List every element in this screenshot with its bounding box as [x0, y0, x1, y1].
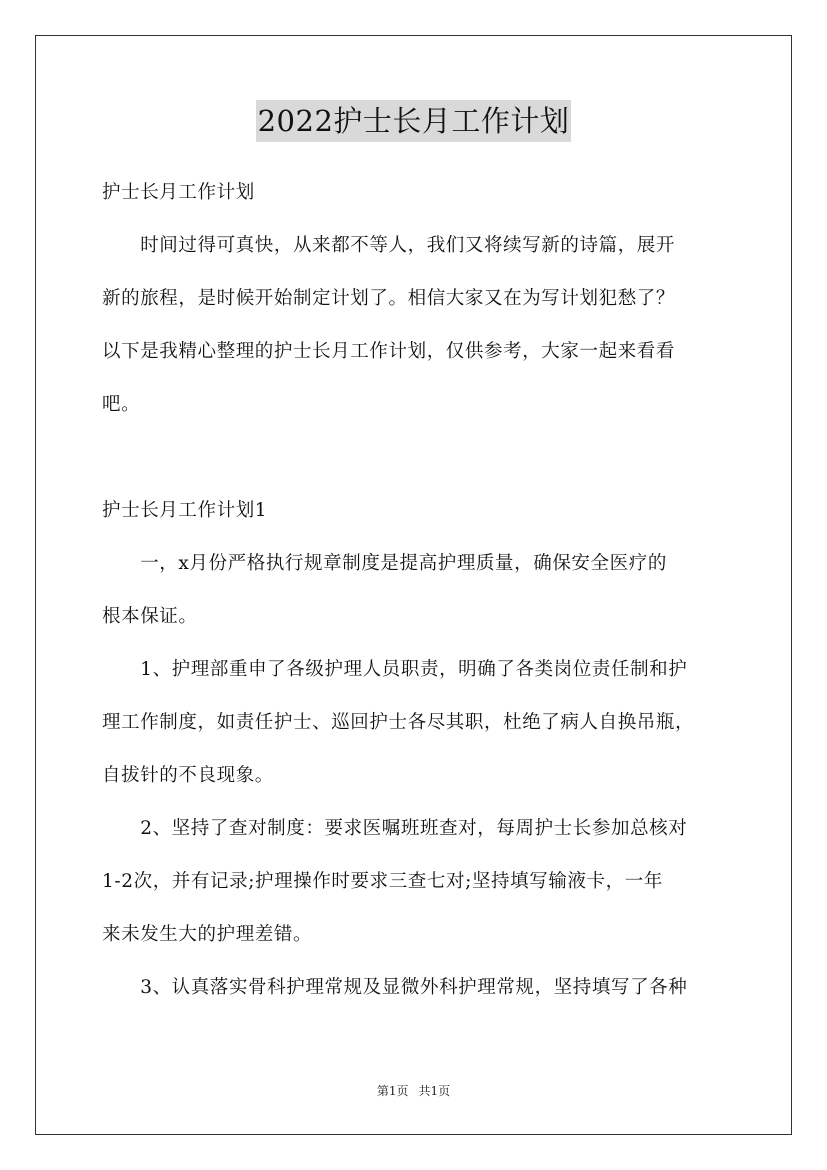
text-line: 护士长月工作计划: [102, 182, 255, 203]
blank-line: [102, 437, 728, 490]
text-line: 来未发生大的护理差错。: [102, 924, 313, 945]
text-line: 吧。: [102, 394, 141, 415]
text-line: 自拔针的不良现象。: [102, 765, 274, 786]
text-line: 以下是我精心整理的护士长月工作计划，仅供参考，大家一起来看看: [102, 341, 676, 362]
text-line: 根本保证。: [102, 606, 198, 627]
page-total: 共1页: [418, 1084, 451, 1098]
page-number: 第1页: [376, 1084, 409, 1098]
text-line: 1-2次，并有记录;护理操作时要求三查七对;坚持填写输液卡，一年: [102, 871, 663, 892]
text-line: 理工作制度，如责任护士、巡回护士各尽其职，杜绝了病人自换吊瓶，: [102, 712, 695, 733]
text-line: 1、护理部重申了各级护理人员职责，明确了各类岗位责任制和护: [102, 659, 688, 680]
text-line: 时间过得可真快，从来都不等人，我们又将续写新的诗篇，展开: [102, 235, 676, 256]
text-line: 新的旅程，是时候开始制定计划了。相信大家又在为写计划犯愁了？: [102, 288, 676, 309]
text-line: 护士长月工作计划1: [102, 500, 268, 521]
page-footer: [0, 1082, 827, 1099]
document-title: 2022护士长月工作计划: [256, 100, 572, 142]
text-line: 2、坚持了查对制度：要求医嘱班班查对，每周护士长参加总核对: [102, 818, 688, 839]
document-body: [102, 172, 728, 1020]
text-line: 一，x月份严格执行规章制度是提高护理质量，确保安全医疗的: [102, 553, 667, 574]
title-container: [0, 100, 827, 142]
text-line: 3、认真落实骨科护理常规及显微外科护理常规，坚持填写了各种: [102, 977, 688, 998]
